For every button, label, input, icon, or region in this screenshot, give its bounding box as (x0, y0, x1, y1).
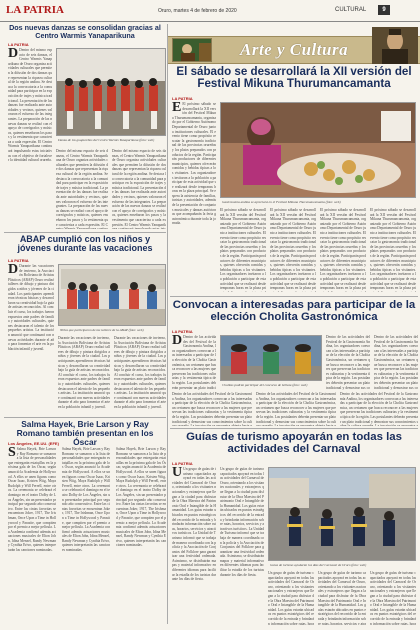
cholita-body-col3: Dentro de las actividades del Festival de la Gastronomía Andina, los organizadores convocan a las interesadas a participar de la elección de la Cholita Gastronómica, un certamen que busca reconocer a las mujeres que preservan las tradiciones culinarias y la vestimenta típica de la región. Las postulantes deberán presentar un plato tradicional y demostrar sus co (374, 335, 418, 390)
hayek-headline: Salma Hayek, Brie Larson y Ray Romano también presentan en los Óscar (16, 419, 154, 447)
section-divider (4, 417, 166, 418)
drop-cap: D (8, 48, 19, 61)
mikuna-body-col3: El próximo sábado se desarrollará la XII versión del Festival Mikuna Thurumancamanta, organizado por el Gobierno Autónomo Departamental de Oruro junto a instituciones culturales. El evento tiene como propósito rescatar la gastronomía tradicional de las provincias orureñas y los platos preparados con productos de la región. Participarán productores de diferentes municipios, quienes ofrecerán comidas y bebidas típicas a los visitantes. Los organizadores invitaron a la población a participar de esta actividad que se realizará desde tempranas horas en la plaza pri (270, 208, 316, 291)
danzas-body-col1: D Dentro del mismo espacio de seis danzas, el Centro Warmis Yanaparikuna de Oruro organiza actividades culturales que permiten la difusión de dos danzas que representan la riqueza cultural de la región andina. Se destaca la convocatoria a la comunidad para participar en la exposición de trajes y música tradicional. La presentación de las danzas fue realizada ante autoridades y vecinos, quienes valoraron el esfuerzo de las integrantes. La preparación de las nuevas danzas se realizó con el apoyo de coreógrafos y músicos, quienes enseñaron los pasos y la vestimenta que caracteriza a cada expresión. El Centro Warmis Yanaparikuna continuará impulsando estas iniciativas con el objetivo de fortalecer la identidad cultural orureña. (8, 48, 52, 163)
abap-headline: ABAP cumplió con los niños y jóvenes durante las vacaciones (17, 234, 153, 254)
danzas-body-col2: Dentro del mismo espacio de seis danzas, el Centro Warmis Yanaparikuna de Oruro organiza actividades culturales que permiten la difusión de dos danzas que representan la riqueza cultural de la región andina. Se destaca la convocatoria a la comunidad para participar en la exposición de trajes y música tradicional. La presentación de las danzas fue realizada ante autoridades y vecinos, quienes valoraron el esfuerzo de las integrantes. La preparación de las nuevas danzas se realizó con el apoyo de coreógrafos y músicos, quienes enseñaron los pasos y la vestimenta que caracteriza a cada expresión. El C (56, 149, 108, 227)
cholita-headline: Convocan a interesadas para participar de la elección Cholita Gastronómica (172, 299, 416, 323)
danzas-kicker: LA PATRIA (8, 42, 29, 47)
cholita-photo (220, 335, 322, 381)
mikuna-headline: El sábado se desarrollará la XII versión del Festival Mikuna Thurumancamanta (176, 65, 412, 91)
abap-body-col2: Durante las vacaciones de invierno, la Asociación Boliviana de Artistas Plásticos (ABAP) Oruro realizó talleres de dibujo y pintura dirigidos a niños y jóvenes de la ciudad. Los participantes aprendieron técnicas básicas y desarrollaron su creatividad bajo la guía de artistas reconocidos. Al concluir el curso, los trabajos fueron expuestos ante padres de familia y autoridades culturales, quienes destacaron el talento de los pequeños artistas. La institución anunció que continuará con nuevas actividades durante el año para fomentar el arte en la población infantil y juvenil. (58, 336, 110, 409)
abap-body-col1: D Durante las vacaciones de invierno, la Asociación Boliviana de Artistas Plásticos (ABAP) Oruro realizó talleres de dibujo y pintura dirigidos a niños y jóvenes de la ciudad. Los participantes aprendieron técnicas básicas y desarrollaron su creatividad bajo la guía de artistas reconocidos. Al concluir el curso, los trabajos fueron expuestos ante padres de familia y autoridades culturales, quienes destacaron el talento de los pequeños artistas. La institución anunció que continuará con nuevas actividades durante el año para fomentar el arte en la población infantil y juvenil. (8, 264, 54, 351)
cholita-body-col1: D Dentro de las actividades del Festival de la Gastronomía Andina, los organizadores convocan a las interesadas a participar de la elección de la Cholita Gastronómica, un certamen que busca reconocer a las mujeres que preservan las tradiciones culinarias y la vestimenta típica de la región. Las postulantes deberán presentar un plato tradici (172, 335, 216, 390)
cholita-body-col6: Dentro de las actividades del Festival de la Gastronomía Andina, los organizadores convocan a las interesadas a participar de la elección de la Cholita Gastronómica, un certamen que busca reconocer a las mujeres que preservan las tradiciones culinarias y la vestimenta típica de la región. Las postulantes deberán presentar un plato tradicional y demostrar sus conocimientos s (340, 392, 418, 424)
drop-cap: S (8, 447, 16, 460)
hayek-body-col2: Salma Hayek, Brie Larson y Ray Romano se sumaron a la lista de personalidades que entregarán estatuillas en la próxima gala de los Óscar, según anunció la Academia de Hollywood. A ellos se unen figuras como Oscar Isaac, Kristen Wiig, Maya Rudolph y Will Ferrell, entre otros. La ceremonia se celebrará el domingo en el teatro Dolby de Los Ángeles, sin un presentador principal por segundo año consecutivo. Entre las cintas favoritas se encuentran Joker, 1917, The Irishman, Once Upon a Time in Hollywood y Parasite, que compiten por el premio a mejor película. La Academia confirmó además actuaciones musicales de Elton John, Idina Menzel, Randy Newman y Cynthia Erivo, quienes interpretarán las canciones nominadas. (62, 447, 110, 553)
column-divider (167, 24, 168, 624)
mikuna-body-col2: El próximo sábado se desarrollará la XII versión del Festival Mikuna Thurumancamanta, organizado por el Gobierno Autónomo Departamental de Oruro junto a instituciones culturales. El evento tiene como propósito rescatar la gastronomía tradicional de las provincias orureñas y los platos preparados con productos de la región. Participarán productores de diferentes municipios, quienes ofrecerán comidas y bebidas típicas a los visitantes. Los organizadores invitaron a la población a participar de esta actividad que se realizará desde tempranas horas en la plaza pri (220, 208, 266, 291)
turismo-body-col2: Un grupo de guías de turismo capacitados apoyará en todas las actividades del Carnaval de Oruro, orientando a los visitantes nacionales y extranjeros que llegan a la ciudad para disfrutar de la Obra Maestra del Patrimonio Oral e Intangible de la Humanidad. Los guías estarán ubicados en puntos estratégicos del recorrido de la entrada y brindarán información sobre rutas, horarios, servicios y atractivos turísticos. La Unidad de Turismo informó que se trabaja de manera coordinada con la policía y la Asociación de Conjuntos del Folklore para garantizar una festividad ordenada. Asimismo, se distribuirán mapas y material informativo en diferentes idiomas para facilitar la estadía de los turistas durante los días de fiesta. (220, 467, 264, 577)
turismo-headline: Guías de turismo apoyarán en todas las actividades del Carnaval (186, 431, 402, 455)
abap-photo (58, 264, 166, 326)
hayek-body-col3: Salma Hayek, Brie Larson y Ray Romano se sumaron a la lista de personalidades que entregarán estatuillas en la próxima gala de los Óscar, según anunció la Academia de Hollywood. A ellos se unen figuras como Oscar Isaac, Kristen Wiig, Maya Rudolph y Will Ferrell, entre otros. La ceremonia se celebrará el domingo en el teatro Dolby de Los Ángeles, sin un presentador principal por segundo año consecutivo. Entre las cintas favoritas se encuentran Joker, 1917, The Irishman, Once Upon a Time in Hollywood y Parasite, que compiten por el premio a mejor película. La Academia confirmó además actuaciones musicales de Elton John, Idina Menzel, Randy Newman y Cynthia Erivo, quienes interpretarán las canciones nominadas. (116, 447, 166, 548)
danzas-photo (56, 48, 166, 136)
turismo-photo (268, 467, 416, 561)
cholita-body-col5: Dentro de las actividades del Festival de la Gastronomía Andina, los organizadores convocan a las interesadas a participar de la elección de la Cholita Gastronómica, un certamen que busca reconocer a las mujeres que preservan las tradiciones culinarias y la vestimenta típica de la región. Las postulantes deberán presentar un plato tradicional y demostrar sus conocimientos sobre la cult (256, 392, 336, 424)
abap-kicker: LA PATRIA (8, 258, 29, 263)
drop-cap: E (172, 102, 182, 115)
turismo-kicker: LA PATRIA (172, 461, 193, 466)
mikuna-body-col5: El próximo sábado se desarrollará la XII versión del Festival Mikuna Thurumancamanta, organizado por el Gobierno Autónomo Departamental de Oruro junto a instituciones culturales. El evento tiene como propósito rescatar la gastronomía tradicional de las provincias orureñas y los platos preparados con productos de la región. Participarán productores de diferentes municipios, quienes ofrecerán comidas y bebidas típicas a los visitantes. Los organizadores invitaron a la población a participar de esta actividad que se realizará desde tempranas horas en la plaza pri (370, 208, 416, 291)
banner-artwork-right (372, 27, 418, 64)
mikuna-caption: Gastronomía andina se apreciará en el Festival Mikuna Thurumancamanta (foto: web) (222, 200, 341, 204)
section-divider (4, 232, 166, 233)
danzas-body-col3: Dentro del mismo espacio de seis danzas, el Centro Warmis Yanaparikuna de Oruro organiza actividades culturales que permiten la difusión de dos danzas que representan la riqueza cultural de la región andina. Se destaca la convocatoria a la comunidad para participar en la exposición de trajes y música tradicional. La presentación de las danzas fue realizada ante autoridades y vecinos, quienes valoraron el esfuerzo de las integrantes. La preparación de las nuevas danzas se realizó con el apoyo de coreógrafos y músicos, quienes enseñaron los pasos y la vestimenta que caracteriza a cada expresión. El Centro Warmis Yanaparik (112, 149, 166, 227)
turismo-body-col4: Un grupo de guías de turismo capacitados apoyará en todas las actividades del Carnaval de Oruro, orientando a los visitantes nacionales y extranjeros que llegan a la ciudad para disfrutar de la Obra Maestra del Patrimonio Oral e Intangible de la Humanidad. Los guías estarán ubicados en puntos estratégicos del recorrido de la entrada y brindarán información sobre rutas, horarios, servicios y atra (318, 571, 366, 625)
mikuna-kicker: LA PATRIA (172, 96, 193, 101)
turismo-body-col3: Un grupo de guías de turismo capacitados apoyará en todas las actividades del Carnaval de Oruro, orientando a los visitantes nacionales y extranjeros que llegan a la ciudad para disfrutar de la Obra Maestra del Patrimonio Oral e Intangible de la Humanidad. Los guías estarán ubicados en puntos estratégicos del recorrido de la entrada y brindarán información sobre rutas, hora (268, 571, 314, 625)
newspaper-logo: LA PATRIA (6, 4, 64, 16)
cholita-body-col2: Dentro de las actividades del Festival de la Gastronomía Andina, los organizadores convocan a las interesadas a participar de la elección de la Cholita Gastronómica, un certamen que busca reconocer a las mujeres que preservan las tradiciones culinarias y la vestimenta típica de la región. Las postulantes deberán presentar un plato tradicional y demostrar sus co (326, 335, 370, 390)
drop-cap: U (172, 467, 183, 480)
turismo-caption: Guías de turismo ayudarán los días del Carnaval de Oruro (foto: web) (270, 563, 367, 567)
drop-cap: D (172, 335, 183, 348)
mikuna-body-col4: El próximo sábado se desarrollará la XII versión del Festival Mikuna Thurumancamanta, organizado por el Gobierno Autónomo Departamental de Oruro junto a instituciones culturales. El evento tiene como propósito rescatar la gastronomía tradicional de las provincias orureñas y los platos preparados con productos de la región. Participarán productores de diferentes municipios, quienes ofrecerán comidas y bebidas típicas a los visitantes. Los organizadores invitaron a la población a participar de esta actividad que se realizará desde tempranas horas en la plaza pri (320, 208, 366, 291)
danzas-headline: Dos nuevas danzas se consolidan gracias al Centro Warmis Yanaparikuna (9, 23, 161, 40)
section-name: CULTURAL (335, 7, 367, 13)
mikuna-body-col1: E El próximo sábado se desarrollará la XII versión del Festival Mikuna Thurumancamanta, organizado por el Gobierno Autónomo Departamental de Oruro junto a instituciones culturales. El evento tiene como propósito rescatar la gastronomía tradicional de las provincias orureñas y los platos preparados con productos de la región. Participarán productores de diferentes municipios, quienes ofrecerán comidas y bebidas típicas a los visitantes. Los organizadores invitaron a la población a participar de esta actividad que se realizará desde tempranas horas en la plaza principal. Se espera la asistencia de familias, turistas y autoridades, además de la presentación de conjuntos musicales y danzas autóctonas que acompañarán la feria gastronómica durante toda la jornada. (172, 102, 216, 226)
banner-artwork-left (172, 38, 212, 62)
turismo-body-col5: Un grupo de guías de turismo capacitados apoyará en todas las actividades del Carnaval de Oruro, orientando a los visitantes nacionales y extranjeros que llegan a la ciudad para disfrutar de la Obra Maestra del Patrimonio Oral e Intangible de la Humanidad. Los guías estarán ubicados en puntos estratégicos del recorrido de la entrada y brindarán información sobre rutas, hora (370, 571, 416, 625)
cholita-kicker: LA PATRIA (172, 329, 193, 334)
danzas-caption: Danza de los guapureños del Centro Warmis Yanaparikuna (foto: web) (58, 138, 155, 142)
abap-body-col3: Durante las vacaciones de invierno, la Asociación Boliviana de Artistas Plásticos (ABAP) Oruro realizó talleres de dibujo y pintura dirigidos a niños y jóvenes de la ciudad. Los participantes aprendieron técnicas básicas y desarrollaron su creatividad bajo la guía de artistas reconocidos. Al concluir el curso, los trabajos fueron expuestos ante padres de familia y autoridades culturales, quienes destacaron el talento de los pequeños artistas. La institución anunció que continuará con nuevas actividades durante el año para fomentar el arte en la población infantil y juvenil. (114, 336, 166, 409)
issue-date: Oruro, martes 4 de febrero de 2020 (158, 8, 237, 14)
cholita-body-col4: Dentro de las actividades del Festival de la Gastronomía Andina, los organizadores convocan a las interesadas a participar de la elección de la Cholita Gastronómica, un certamen que busca reconocer a las mujeres que preservan las tradiciones culinarias y la vestimenta típica de la región. Las postulantes deberán presentar un plato tradicional y demostrar sus conocimientos sobre la cult (172, 392, 252, 424)
banner-title: Arte y Cultura (240, 40, 349, 59)
abap-caption: Niños que participaron de las talleres de la ABAP (foto: web) (60, 328, 144, 332)
turismo-body-col1: U Un grupo de guías de turismo capacitados apoyará en todas las actividades del Carnaval de Oruro, orientando a los visitantes nacionales y extranjeros que llegan a la ciudad para disfrutar de la Obra Maestra del Patrimonio Oral e Intangible de la Humanidad. Los guías estarán ubicados en puntos estratégicos del recorrido de la entrada y brindarán información sobre rutas, horarios, servicios y atractivos turísticos. La Unidad de Turismo informó que se trabaja de manera coordinada con la policía y la Asociación de Conjuntos del Folklore para garantizar una festividad ordenada. Asimismo, se distribuirán mapas y material informativo en diferentes idiomas para facilitar la estadía de los turistas durante los días de fiesta. (172, 467, 216, 582)
hayek-kicker: Los Ángeles, EE.UU. (EFE) (8, 441, 59, 446)
section-divider (170, 296, 418, 297)
mikuna-photo (220, 102, 416, 198)
cholita-caption: Cholitas podrán participar del concurso de belleza (foto: web) (222, 383, 308, 387)
section-divider (170, 428, 418, 429)
page-number: 9 (378, 5, 390, 15)
drop-cap: D (8, 264, 19, 277)
hayek-body-col1: S Salma Hayek, Brie Larson y Ray Romano se sumaron a la lista de personalidades que entregarán estatuillas en la próxima gala de los Óscar, según anunció la Academia de Hollywood. A ellos se unen figuras como Oscar Isaac, Kristen Wiig, Maya Rudolph y Will Ferrell, entre otros. La ceremonia se celebrará el domingo en el teatro Dolby de Los Ángeles, sin un presentador principal por segundo año consecutivo. Entre las cintas favoritas se encuentran Joker, 1917, The Irishman, Once Upon a Time in Hollywood y Parasite, que compiten por el premio a mejor película. La Academia confirmó además actuaciones musicales de Elton John, Idina Menzel, Randy Newman y Cynthia Erivo, quienes interpretarán las canciones nominadas. (8, 447, 56, 553)
